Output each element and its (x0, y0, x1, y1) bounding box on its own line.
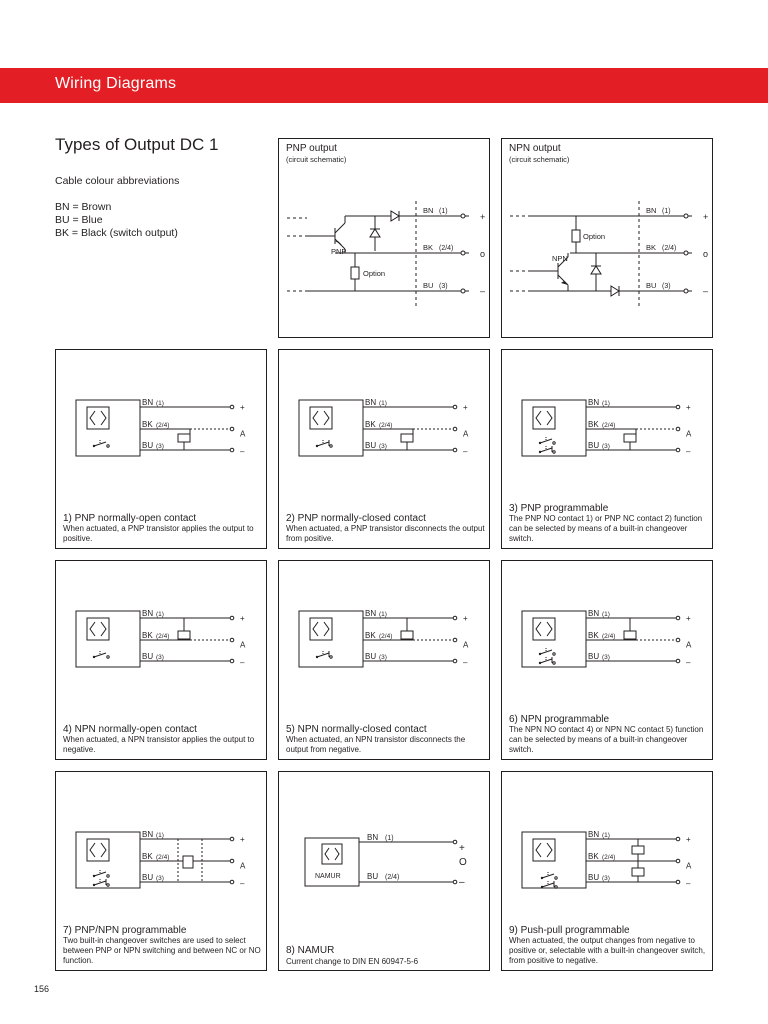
load-relay-icon (178, 434, 190, 442)
wire-label-bn: BN (588, 830, 600, 839)
pnp-schematic-panel (278, 138, 490, 338)
option-label: Option (583, 232, 606, 241)
wire-label-bu: BU (588, 441, 600, 450)
diagram-description: When actuated, the output changes from negative to positive or, selectable with a built-in changeover switch, from positive to negative. (509, 936, 706, 965)
output-symbol: A (686, 429, 692, 439)
wire-number-bn: (1) (156, 832, 164, 839)
load-relay-icon (401, 631, 413, 639)
load-relay-icon (624, 631, 636, 639)
wiring-diagram-8 (279, 772, 491, 972)
minus-symbol: – (459, 877, 465, 888)
wire-label-bn: BN (142, 609, 154, 618)
wire-label-bu: BU (365, 441, 377, 450)
terminal-icon (676, 880, 680, 884)
terminal-icon (676, 616, 680, 620)
plus-symbol: + (459, 843, 465, 854)
npn-schematic-panel (501, 138, 713, 338)
wire-number-bu: (3) (602, 875, 610, 882)
diagram-description: When actuated, an NPN transistor disconnects the output from negative. (286, 735, 466, 754)
wire-label-bk: BK (588, 631, 599, 640)
terminal-icon (230, 616, 234, 620)
terminal-icon (676, 659, 680, 663)
diagram-title: 4) NPN normally-open contact (63, 724, 197, 735)
plus-symbol: + (686, 835, 691, 844)
wire-label-bk: BK (142, 631, 153, 640)
transistor-label: NPN (552, 254, 568, 263)
load-relay-icon (401, 434, 413, 442)
diagram-description: Two built-in changeover switches are used to select between PNP or NPN switching and between NC or NO function. (63, 936, 261, 965)
minus-symbol: – (686, 879, 691, 888)
terminal-icon (453, 427, 457, 431)
sensor-box (522, 400, 586, 456)
output-symbol: A (463, 640, 469, 650)
pnp-schematic-subtitle: (circuit schematic) (286, 155, 347, 164)
plus-symbol: + (463, 614, 468, 623)
abbreviation-bu: BU = Blue (55, 214, 103, 226)
terminal-icon (676, 837, 680, 841)
wire-number-bu: (3) (156, 654, 164, 661)
plus-symbol: + (703, 212, 709, 222)
diagram-title: 1) PNP normally-open contact (63, 513, 197, 524)
page-number: 156 (34, 984, 50, 994)
wire-label-bn: BN (365, 398, 377, 407)
terminal-icon (453, 616, 457, 620)
terminal-icon (453, 638, 457, 642)
diagram-panel-4 (55, 560, 267, 760)
wire-number-bk: (2/4) (602, 854, 616, 861)
npn-schematic-title: NPN output (509, 143, 561, 154)
wire-number-bk: (2/4) (379, 422, 393, 429)
terminal-icon (230, 448, 234, 452)
wire-label-bn: BN (588, 609, 600, 618)
terminal-icon (453, 840, 457, 844)
load-relay-icon (183, 856, 193, 868)
wire-number-bk: (2/4) (156, 854, 170, 861)
diagram-description: When actuated, a PNP transistor applies the output to positive. (63, 524, 254, 543)
wire-label-bu: BU (142, 873, 154, 882)
minus-symbol: – (240, 658, 245, 667)
namur-box-label: NAMUR (315, 873, 341, 880)
wire-label-bu: BU (365, 652, 377, 661)
diagram-title: 3) PNP programmable (509, 503, 609, 514)
terminal-icon (230, 638, 234, 642)
output-symbol: A (463, 429, 469, 439)
wire-number-bn: (1) (662, 208, 671, 215)
diagram-panel-3 (501, 349, 713, 549)
wire-label-bn: BN (367, 833, 379, 842)
terminal-icon (230, 859, 234, 863)
wire-number-bn: (1) (602, 611, 610, 618)
abbreviations-title: Cable colour abbreviations (55, 175, 180, 187)
terminal-icon (230, 405, 234, 409)
diagram-description: The NPN NO contact 4) or NPN NC contact 5) function can be selected by means of a built-in changeover switch. (509, 725, 704, 754)
wire-label-bk: BK (423, 243, 434, 252)
plus-symbol: + (480, 212, 486, 222)
sensor-box (522, 832, 586, 888)
page-header-title: Wiring Diagrams (55, 75, 177, 92)
section-title: Types of Output DC 1 (55, 135, 219, 154)
wire-label-bk: BK (365, 420, 376, 429)
plus-symbol: + (686, 614, 691, 623)
wire-number-bu: (3) (662, 283, 671, 290)
terminal-icon (453, 405, 457, 409)
wire-label-bk: BK (142, 852, 153, 861)
wire-number-bn: (1) (379, 611, 387, 618)
output-symbol: A (240, 640, 246, 650)
minus-symbol: – (463, 658, 468, 667)
wire-number-bu: (3) (602, 443, 610, 450)
minus-symbol: – (686, 447, 691, 456)
minus-symbol: – (240, 879, 245, 888)
output-symbol: O (459, 857, 467, 868)
wire-number-bn: (1) (602, 400, 610, 407)
diagram-title: 8) NAMUR (286, 945, 335, 956)
output-symbol: A (240, 861, 246, 871)
wire-label-bk: BK (365, 631, 376, 640)
output-symbol: A (686, 861, 692, 871)
wire-label-bu: BU (367, 872, 379, 881)
diagram-description: When actuated, a PNP transistor disconnects the output from positive. (286, 524, 485, 543)
wire-number-bu: (3) (379, 654, 387, 661)
wire-label-bk: BK (588, 852, 599, 861)
npn-schematic-subtitle: (circuit schematic) (509, 155, 570, 164)
plus-symbol: + (240, 835, 245, 844)
diagram-description: When actuated, a NPN transistor applies the output to negative. (63, 735, 255, 754)
header-banner (0, 68, 768, 103)
load-relay-icon (178, 631, 190, 639)
sensor-box (76, 832, 140, 888)
wire-number-bn: (1) (385, 835, 394, 842)
wire-number-bk: (2/4) (156, 422, 170, 429)
wire-label-bu: BU (588, 652, 600, 661)
wire-number-bk: (2/4) (439, 245, 454, 252)
wire-number-bk: (2/4) (385, 874, 400, 881)
wire-label-bn: BN (365, 609, 377, 618)
abbreviation-bn: BN = Brown (55, 201, 112, 213)
terminal-icon (676, 448, 680, 452)
diagram-title: 2) PNP normally-closed contact (286, 513, 426, 524)
wire-number-bn: (1) (439, 208, 448, 215)
load-relay-icon (632, 846, 644, 854)
diagram-title: 6) NPN programmable (509, 714, 610, 725)
diagram-panel-7 (55, 771, 267, 971)
wire-number-bk: (2/4) (379, 633, 393, 640)
diagram-description: Current change to DIN EN 60947-5-6 (286, 957, 419, 966)
wire-number-bu: (3) (439, 283, 448, 290)
npn-circuit-schematic (502, 139, 714, 339)
pnp-circuit-schematic (279, 139, 491, 339)
wire-number-bk: (2/4) (602, 633, 616, 640)
minus-symbol: – (480, 286, 486, 296)
wire-number-bk: (2/4) (602, 422, 616, 429)
wire-number-bn: (1) (379, 400, 387, 407)
diagram-title: 5) NPN normally-closed contact (286, 724, 427, 735)
wire-label-bn: BN (142, 398, 154, 407)
terminal-icon (676, 405, 680, 409)
plus-symbol: + (686, 403, 691, 412)
sensor-box (522, 611, 586, 667)
transistor-label: PNP (331, 247, 347, 256)
diagram-panel-5 (278, 560, 490, 760)
wire-number-bu: (3) (156, 875, 164, 882)
terminal-icon (230, 659, 234, 663)
wire-label-bk: BK (142, 420, 153, 429)
wire-label-bn: BN (588, 398, 600, 407)
wire-label-bk: BK (588, 420, 599, 429)
diagram-panel-6 (501, 560, 713, 760)
wire-number-bn: (1) (156, 611, 164, 618)
diagram-panel-9 (501, 771, 713, 971)
diagram-description: The PNP NO contact 1) or PNP NC contact 2) function can be selected by means of a built-in changeover switch. (509, 514, 703, 543)
terminal-icon (230, 880, 234, 884)
terminal-icon (453, 880, 457, 884)
minus-symbol: – (703, 286, 709, 296)
minus-symbol: – (686, 658, 691, 667)
wire-number-bu: (3) (379, 443, 387, 450)
diagram-title: 7) PNP/NPN programmable (63, 925, 187, 936)
pnp-schematic-title: PNP output (286, 143, 337, 154)
wire-number-bk: (2/4) (156, 633, 170, 640)
wire-label-bu: BU (142, 652, 154, 661)
output-symbol: A (240, 429, 246, 439)
wire-label-bu: BU (423, 281, 434, 290)
terminal-icon (230, 837, 234, 841)
terminal-icon (676, 638, 680, 642)
load-relay-icon (624, 434, 636, 442)
terminal-icon (676, 859, 680, 863)
output-symbol: A (686, 640, 692, 650)
wire-number-bn: (1) (156, 400, 164, 407)
wire-label-bn: BN (646, 206, 657, 215)
minus-symbol: – (463, 447, 468, 456)
wire-label-bu: BU (142, 441, 154, 450)
wire-number-bk: (2/4) (662, 245, 677, 252)
plus-symbol: + (240, 403, 245, 412)
output-symbol: o (480, 249, 486, 259)
terminal-icon (676, 427, 680, 431)
terminal-icon (453, 659, 457, 663)
plus-symbol: + (240, 614, 245, 623)
wire-number-bu: (3) (602, 654, 610, 661)
minus-symbol: – (240, 447, 245, 456)
diagram-title: 9) Push-pull programmable (509, 925, 630, 936)
terminal-icon (453, 448, 457, 452)
wire-number-bu: (3) (156, 443, 164, 450)
terminal-icon (230, 427, 234, 431)
output-symbol: o (703, 249, 709, 259)
load-relay-icon (632, 868, 644, 876)
diagram-panel-1 (55, 349, 267, 549)
plus-symbol: + (463, 403, 468, 412)
wire-label-bu: BU (588, 873, 600, 882)
wire-label-bn: BN (423, 206, 434, 215)
wire-number-bn: (1) (602, 832, 610, 839)
diagram-panel-8 (278, 771, 490, 971)
abbreviation-bk: BK = Black (switch output) (55, 227, 178, 239)
wire-label-bn: BN (142, 830, 154, 839)
diagram-panel-2 (278, 349, 490, 549)
wire-label-bu: BU (646, 281, 657, 290)
wire-label-bk: BK (646, 243, 657, 252)
option-label: Option (363, 269, 386, 278)
